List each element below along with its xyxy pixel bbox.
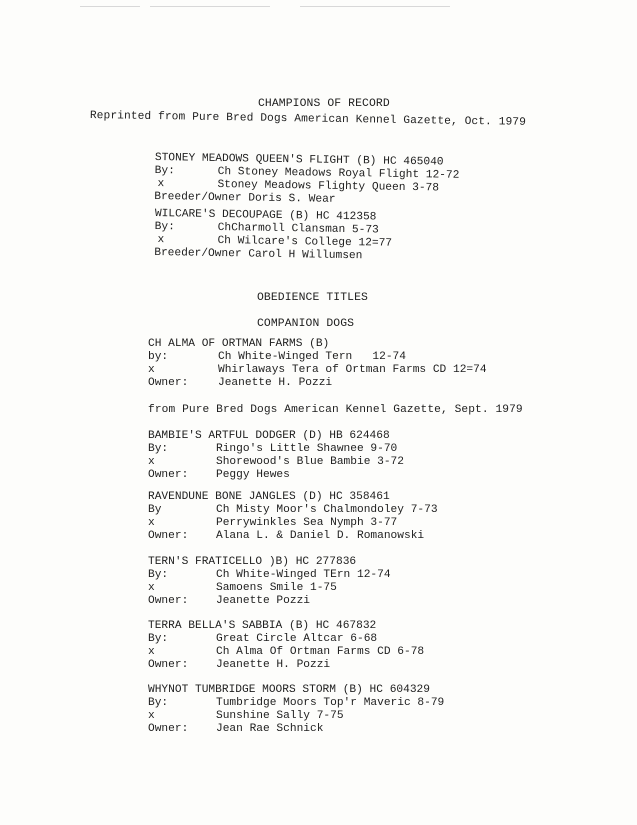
owner-row: Owner: Jeanette H. Pozzi [148,659,331,671]
dog-name: WHYNOT TUMBRIDGE MOORS STORM (B) HC 604329 [148,684,430,696]
sire-row: by: Ch White-Winged Tern 12-74 [148,351,406,363]
dog-name: TERN'S FRATICELLO )B) HC 277836 [148,556,357,568]
breeder-row: Breeder/Owner Carol H Willumsen [154,246,363,263]
dam-row: x Whirlaways Tera of Ortman Farms CD 12=74 [148,364,487,376]
sire-row: By Ch Misty Moor's Chalmondoley 7-73 [148,504,438,516]
scan-mark [150,6,270,7]
breeder-row: Breeder/Owner Doris S. Wear [154,190,336,206]
dam-row: x Ch Wilcare's College 12=77 [157,234,393,250]
dog-entry [148,338,487,390]
owner-row: Owner: Jeanette H. Pozzi [148,377,333,389]
source-note-oct: Reprinted from Pure Bred Dogs American Kennel Gazette, Oct. 1979 [89,110,527,129]
dog-name: TERRA BELLA'S SABBIA (B) HC 467832 [148,620,377,632]
champion-entry [154,152,459,209]
owner-row: Owner: Jean Rae Schnick [148,723,324,735]
sire-row: By: Great Circle Altcar 6-68 [148,633,378,645]
sire-row: By: Tumbridge Moors Top'r Maveric 8-79 [148,697,445,709]
dog-entry [148,684,444,736]
page-title: CHAMPIONS OF RECORD [258,98,390,110]
dam-row: x Shorewood's Blue Bambie 3-72 [148,456,404,468]
scan-mark [300,6,450,7]
dog-name: CH ALMA OF ORTMAN FARMS (B) [148,338,330,350]
sire-row: By: ChCharmoll Clansman 5-73 [154,220,379,237]
dog-entry [148,430,404,482]
dog-name: BAMBIE'S ARTFUL DODGER (D) HB 624468 [148,430,390,442]
source-note-sept: from Pure Bred Dogs American Kennel Gazette, Sept. 1979 [148,404,523,416]
obedience-subtitle: COMPANION DOGS [257,318,355,330]
dog-name: STONEY MEADOWS QUEEN'S FLIGHT (B) HC 465040 [154,152,444,169]
scan-mark [80,6,140,7]
owner-row: Owner: Peggy Hewes [148,469,290,481]
dog-name: WILCARE'S DECOUPAGE (B) HC 412358 [154,208,377,224]
dam-row: x Stoney Meadows Flighty Queen 3-78 [157,178,440,195]
dam-row: x Perrywinkles Sea Nymph 3-77 [148,517,398,529]
obedience-title: OBEDIENCE TITLES [257,292,368,304]
champion-entry [154,208,392,264]
sire-row: By: Ringo's Little Shawnee 9-70 [148,443,398,455]
dog-name: RAVENDUNE BONE JANGLES (D) HC 358461 [148,491,390,503]
dog-entry [148,556,391,608]
owner-row: Owner: Alana L. & Daniel D. Romanowski [148,530,425,542]
dam-row: x Ch Alma Of Ortman Farms CD 6-78 [148,646,425,658]
dam-row: x Sunshine Sally 7-75 [148,710,344,722]
dog-entry [148,491,438,543]
dam-row: x Samoens Smile 1-75 [148,582,337,594]
owner-row: Owner: Jeanette Pozzi [148,595,310,607]
dog-entry [148,620,424,672]
sire-row: By: Ch Stoney Meadows Royal Flight 12-72 [154,164,460,182]
sire-row: By: Ch White-Winged TErn 12-74 [148,569,391,581]
